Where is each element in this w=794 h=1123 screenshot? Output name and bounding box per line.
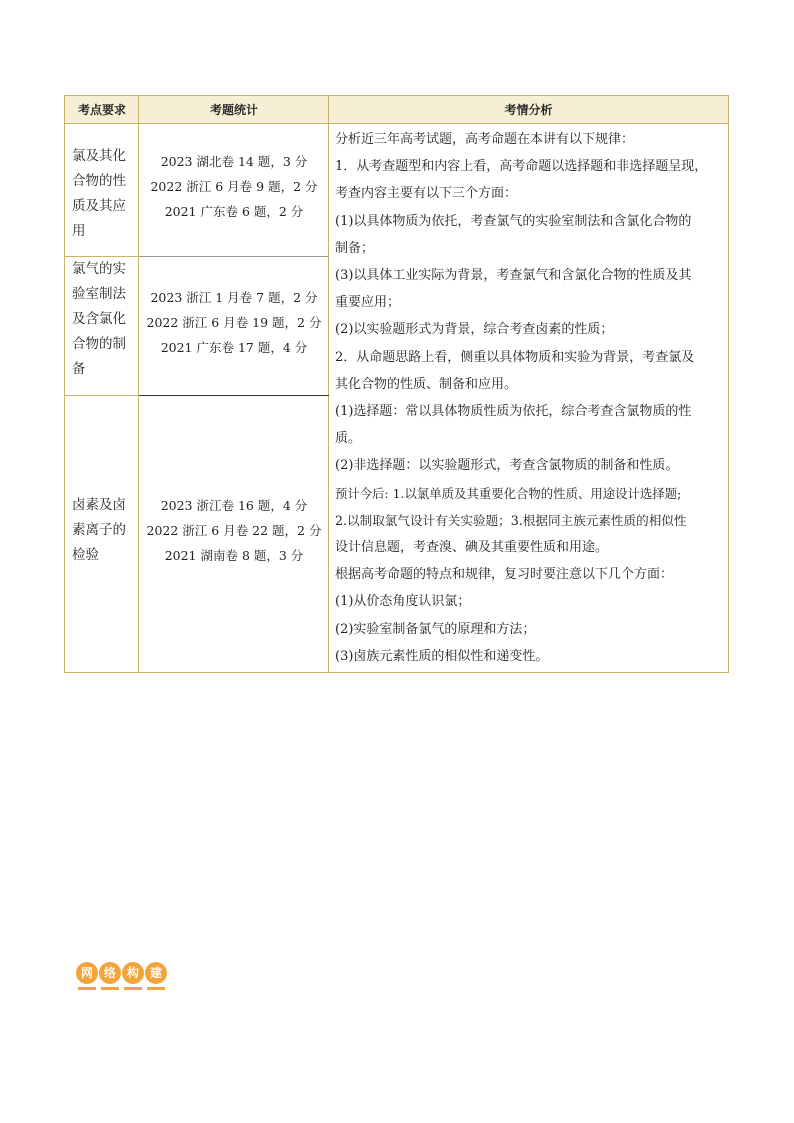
row-divider <box>139 395 329 396</box>
section-logo <box>76 962 167 984</box>
topic-cell: 卤素及卤 素离子的 检验 <box>72 497 126 563</box>
row-divider <box>139 256 329 257</box>
header-stats: 考题统计 <box>209 103 258 117</box>
logo-char: 络 <box>99 962 121 984</box>
logo-char: 构 <box>122 962 144 984</box>
header-topic: 考点要求 <box>77 103 126 117</box>
exam-analysis-table <box>64 95 729 673</box>
row-divider <box>65 395 139 396</box>
logo-char: 建 <box>145 962 167 984</box>
table-header <box>65 96 728 124</box>
logo-underline <box>78 987 168 990</box>
analysis-cell: 分析近三年高考试题，高考命题在本讲有以下规律： 1．从考查题型和内容上看，高考命题以选择题和非选择题呈现， 考查内容主要有以下三个方面： (1)以具体物质为依托，考查氯气的实验室制法和含氯化合物的 制备； (3)以具体工业实际为背景，考查氯气和含氯化合物的性质及其 重要应用； (2)以实验题形式为背景，综合考查卤素的性质； 2．从命题思路上看，侧重以具体物质和实验为背景，考查氯及 其化合物的性质、制备和应用。 (1)选择题：常以具体物质性质为依托，综合考查含氯物质的性 质。 (2)非选择题：以实验题形式，考查含氯物质的制备和性质。 预计今后: 1.以氯单质及其重要化合物的性质、用途设计选择题; 2.以制取氯气设计有关实验题；3.根据同主族元素性质的相似性 设计信息题，考查溴、碘及其重要性质和用途。 根据高考命题的特点和规律，复习时要注意以下几个方面： (1)从价态角度认识氯； (2)实验室制备氯气的原理和方法； (3)卤族元素性质的相似性和递变性。 <box>335 132 708 664</box>
stats-cell: 2023 浙江 1 月卷 7 题，2 分 2022 浙江 6 月卷 19 题，2 分 2021 广东卷 17 题，4 分 <box>146 290 322 355</box>
topic-cell: 氯气的实 验室制法 及含氯化 合物的制 备 <box>72 261 126 377</box>
logo-char: 网 <box>76 962 98 984</box>
stats-cell: 2023 湖北卷 14 题，3 分 2022 浙江 6 月卷 9 题，2 分 2021 广东卷 6 题，2 分 <box>150 154 318 219</box>
topic-cell: 氯及其化 合物的性 质及其应 用 <box>72 148 126 239</box>
header-analysis: 考情分析 <box>504 103 553 117</box>
stats-cell: 2023 浙江卷 16 题，4 分 2022 浙江 6 月卷 22 题，2 分 2021 湖南卷 8 题，3 分 <box>146 498 322 563</box>
